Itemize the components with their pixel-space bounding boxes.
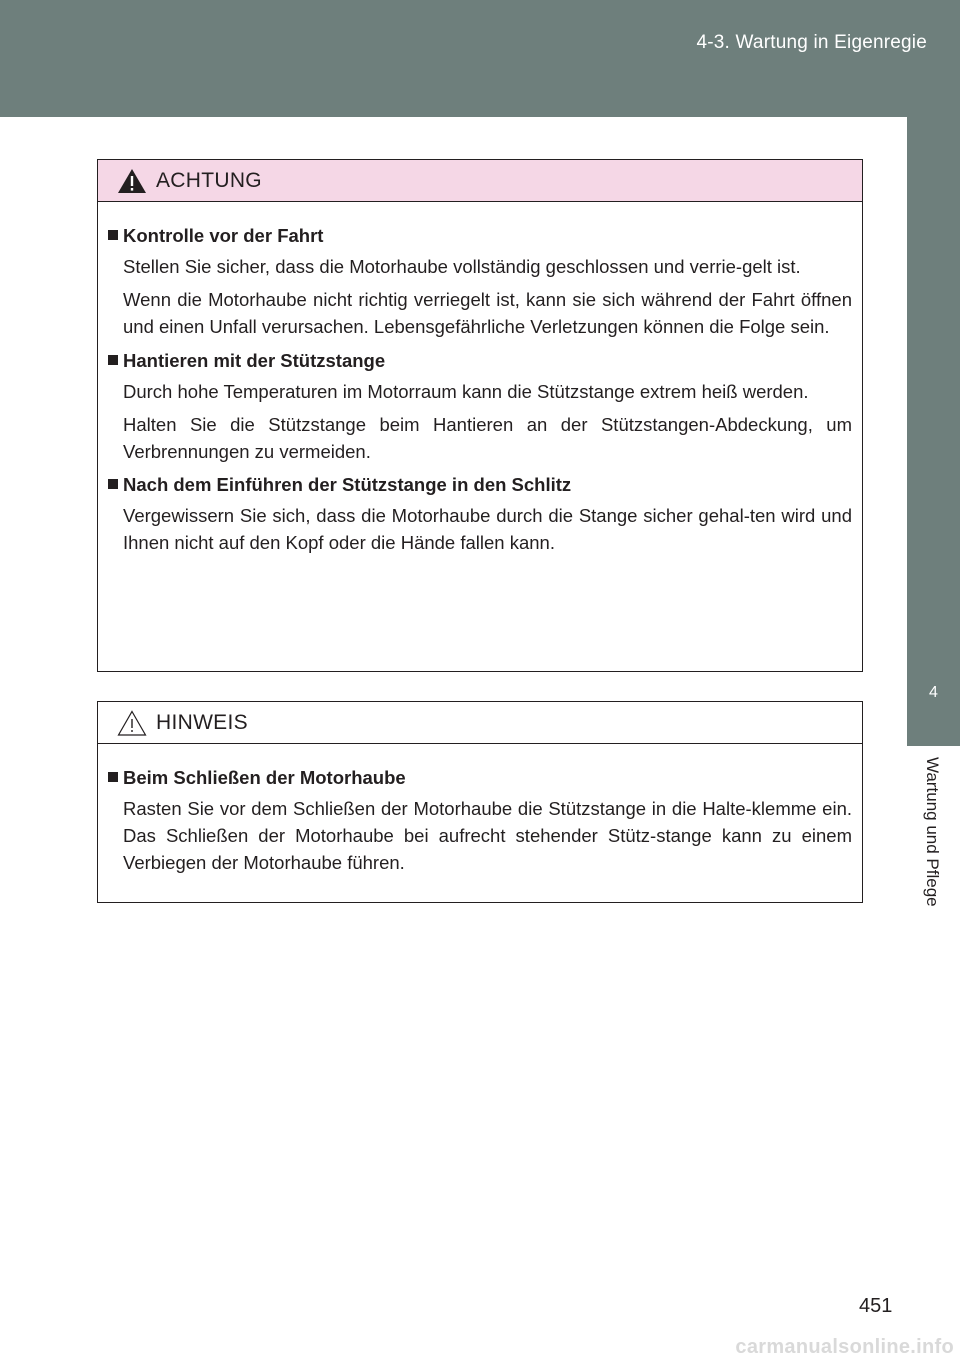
notice-box — [97, 701, 863, 903]
section-title: 4-3. Wartung in Eigenregie — [696, 32, 927, 53]
warning-box-title: ACHTUNG — [156, 169, 262, 192]
warning-item-paragraph: Halten Sie die Stützstange beim Hantieren an der Stützstangen-Abdeckung, um Verbrennungen zu vermeiden. — [123, 413, 852, 463]
warning-item-paragraph: Stellen Sie sicher, dass die Motorhaube vollständig geschlossen und verrie-gelt ist. — [123, 256, 801, 277]
square-bullet-icon — [108, 772, 118, 782]
warning-box-header — [98, 160, 862, 202]
warning-box-body — [98, 202, 862, 581]
warning-item-heading-text: Nach dem Einführen der Stützstange in den Schlitz — [123, 474, 572, 496]
chapter-number: 4 — [929, 684, 938, 701]
notice-item-heading — [108, 764, 854, 791]
warning-item-heading — [108, 347, 854, 374]
page-number: 451 — [859, 1295, 893, 1317]
warning-item-paragraph: Durch hohe Temperaturen im Motorraum kann die Stützstange extrem heiß werden. — [123, 380, 809, 402]
notice-item-paragraph: Rasten Sie vor dem Schließen der Motorhaube die Stützstange in die Halte-klemme ein. Das Schließen der Motorhaube bei aufrecht stehender Stütz-stange kann zu einem Verbiegen der Motorhaube führen. — [123, 798, 852, 874]
warning-item-paragraph: Wenn die Motorhaube nicht richtig verriegelt ist, kann sie sich während der Fahrt öffnen und einen Unfall verursachen. Lebensgefährliche Verletzungen können die Folge sein. — [123, 289, 852, 338]
warning-item-heading — [108, 471, 854, 498]
notice-box-title: HINWEIS — [156, 711, 248, 734]
square-bullet-icon — [108, 479, 118, 489]
warning-triangle-icon — [117, 168, 147, 194]
chapter-label: Wartung und Pflege — [923, 757, 942, 907]
notice-box-body — [98, 744, 862, 901]
footer-watermark[interactable]: carmanualsonline.info — [735, 1336, 954, 1358]
warning-item-heading-text: Kontrolle vor der Fahrt — [123, 225, 324, 246]
warning-item-paragraph: Vergewissern Sie sich, dass die Motorhaube durch die Stange sicher gehal-ten wird und Ihnen nicht auf den Kopf oder die Hände fallen kann. — [123, 505, 852, 554]
notice-triangle-icon — [117, 710, 147, 736]
chapter-label-container — [914, 757, 954, 947]
square-bullet-icon — [108, 230, 118, 240]
warning-item-heading-text: Hantieren mit der Stützstange — [123, 349, 386, 371]
header-bar — [0, 0, 960, 117]
square-bullet-icon — [108, 355, 118, 365]
warning-item-heading — [108, 222, 854, 249]
notice-item-heading-text: Beim Schließen der Motorhaube — [123, 767, 406, 788]
warning-box — [97, 159, 863, 672]
side-tab-upper — [907, 117, 960, 644]
notice-box-header — [98, 702, 862, 744]
